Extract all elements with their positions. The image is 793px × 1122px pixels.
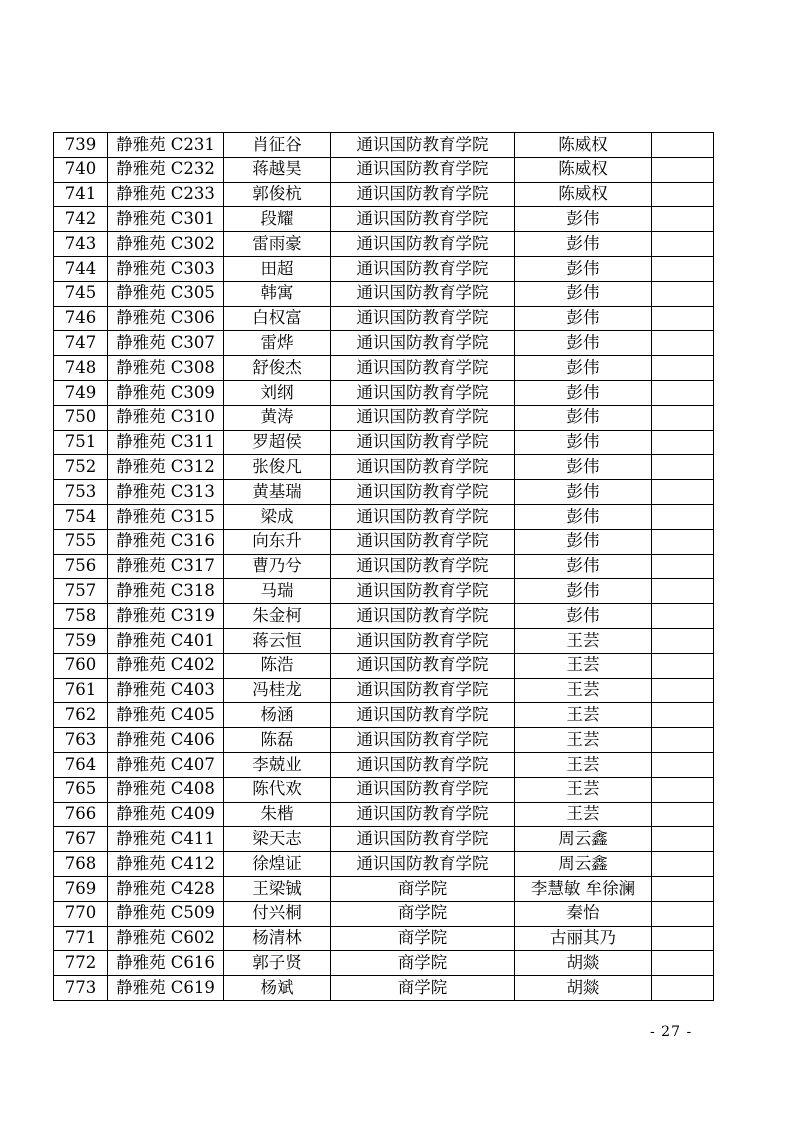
student-name-cell: 陈浩 [224,653,331,678]
college-cell: 通识国防教育学院 [331,777,515,802]
room-cell: 静雅苑 C509 [108,901,224,926]
advisor-cell: 彭伟 [515,579,652,604]
row-number-cell: 770 [54,901,108,926]
row-number-cell: 756 [54,554,108,579]
student-name-cell: 蒋云恒 [224,628,331,653]
row-number-cell: 746 [54,306,108,331]
table-row [54,678,714,703]
student-name-cell: 雷雨豪 [224,232,331,257]
note-cell [652,480,714,505]
note-cell [652,777,714,802]
note-cell [652,604,714,629]
advisor-cell: 彭伟 [515,405,652,430]
note-cell [652,628,714,653]
row-number-cell: 740 [54,157,108,182]
room-cell: 静雅苑 C303 [108,256,224,281]
student-name-cell: 黄基瑞 [224,480,331,505]
note-cell [652,157,714,182]
row-number-cell: 761 [54,678,108,703]
college-cell: 通识国防教育学院 [331,331,515,356]
note-cell [652,703,714,728]
room-cell: 静雅苑 C233 [108,182,224,207]
note-cell [652,405,714,430]
advisor-cell: 彭伟 [515,430,652,455]
room-cell: 静雅苑 C231 [108,133,224,158]
advisor-cell: 彭伟 [515,604,652,629]
room-cell: 静雅苑 C428 [108,876,224,901]
note-cell [652,256,714,281]
row-number-cell: 754 [54,504,108,529]
table-row [54,529,714,554]
row-number-cell: 750 [54,405,108,430]
table-row [54,554,714,579]
note-cell [652,678,714,703]
advisor-cell: 彭伟 [515,331,652,356]
college-cell: 通识国防教育学院 [331,604,515,629]
student-name-cell: 杨斌 [224,976,331,1001]
college-cell: 通识国防教育学院 [331,653,515,678]
row-number-cell: 748 [54,356,108,381]
advisor-cell: 彭伟 [515,380,652,405]
note-cell [652,207,714,232]
advisor-cell: 陈威权 [515,133,652,158]
advisor-cell: 陈威权 [515,182,652,207]
row-number-cell: 751 [54,430,108,455]
note-cell [652,802,714,827]
table-row [54,951,714,976]
row-number-cell: 765 [54,777,108,802]
table-row [54,405,714,430]
room-cell: 静雅苑 C616 [108,951,224,976]
room-cell: 静雅苑 C310 [108,405,224,430]
advisor-cell: 彭伟 [515,281,652,306]
college-cell: 通识国防教育学院 [331,628,515,653]
note-cell [652,133,714,158]
table-row [54,256,714,281]
table-row [54,777,714,802]
note-cell [652,926,714,951]
advisor-cell: 胡燚 [515,976,652,1001]
note-cell [652,356,714,381]
college-cell: 通识国防教育学院 [331,207,515,232]
note-cell [652,728,714,753]
table-row [54,133,714,158]
college-cell: 商学院 [331,951,515,976]
note-cell [652,331,714,356]
room-cell: 静雅苑 C319 [108,604,224,629]
note-cell [652,579,714,604]
room-cell: 静雅苑 C315 [108,504,224,529]
room-cell: 静雅苑 C619 [108,976,224,1001]
student-name-cell: 朱金柯 [224,604,331,629]
advisor-cell: 古丽其乃 [515,926,652,951]
advisor-cell: 彭伟 [515,207,652,232]
room-cell: 静雅苑 C301 [108,207,224,232]
row-number-cell: 762 [54,703,108,728]
advisor-cell: 王芸 [515,678,652,703]
row-number-cell: 757 [54,579,108,604]
note-cell [652,306,714,331]
college-cell: 通识国防教育学院 [331,380,515,405]
note-cell [652,901,714,926]
table-row [54,802,714,827]
roster-table [53,132,714,1001]
room-cell: 静雅苑 C313 [108,480,224,505]
college-cell: 通识国防教育学院 [331,579,515,604]
advisor-cell: 胡燚 [515,951,652,976]
row-number-cell: 743 [54,232,108,257]
row-number-cell: 752 [54,455,108,480]
row-number-cell: 769 [54,876,108,901]
college-cell: 通识国防教育学院 [331,504,515,529]
table-row [54,976,714,1001]
room-cell: 静雅苑 C402 [108,653,224,678]
advisor-cell: 李慧敏 牟徐澜 [515,876,652,901]
room-cell: 静雅苑 C306 [108,306,224,331]
table-row [54,281,714,306]
row-number-cell: 772 [54,951,108,976]
room-cell: 静雅苑 C302 [108,232,224,257]
room-cell: 静雅苑 C232 [108,157,224,182]
advisor-cell: 彭伟 [515,306,652,331]
note-cell [652,976,714,1001]
room-cell: 静雅苑 C401 [108,628,224,653]
row-number-cell: 766 [54,802,108,827]
student-name-cell: 梁成 [224,504,331,529]
row-number-cell: 768 [54,852,108,877]
college-cell: 通识国防教育学院 [331,430,515,455]
advisor-cell: 王芸 [515,628,652,653]
room-cell: 静雅苑 C602 [108,926,224,951]
note-cell [652,380,714,405]
student-name-cell: 肖征谷 [224,133,331,158]
student-name-cell: 向东升 [224,529,331,554]
student-name-cell: 田超 [224,256,331,281]
note-cell [652,430,714,455]
row-number-cell: 764 [54,752,108,777]
college-cell: 通识国防教育学院 [331,182,515,207]
room-cell: 静雅苑 C308 [108,356,224,381]
row-number-cell: 745 [54,281,108,306]
table-row [54,926,714,951]
student-name-cell: 蒋越昊 [224,157,331,182]
table-row [54,653,714,678]
table-row [54,306,714,331]
table-row [54,728,714,753]
college-cell: 通识国防教育学院 [331,703,515,728]
student-name-cell: 段耀 [224,207,331,232]
row-number-cell: 749 [54,380,108,405]
table-row [54,604,714,629]
student-name-cell: 雷烨 [224,331,331,356]
room-cell: 静雅苑 C307 [108,331,224,356]
row-number-cell: 755 [54,529,108,554]
room-cell: 静雅苑 C407 [108,752,224,777]
student-name-cell: 冯桂龙 [224,678,331,703]
student-name-cell: 郭俊杭 [224,182,331,207]
student-name-cell: 王梁铖 [224,876,331,901]
page-number: - 27 - [650,1024,693,1040]
student-name-cell: 徐煌证 [224,852,331,877]
student-name-cell: 李兢业 [224,752,331,777]
college-cell: 商学院 [331,901,515,926]
student-name-cell: 郭子贤 [224,951,331,976]
advisor-cell: 王芸 [515,703,652,728]
college-cell: 商学院 [331,926,515,951]
note-cell [652,876,714,901]
table-row [54,356,714,381]
table-row [54,504,714,529]
table-row [54,455,714,480]
student-name-cell: 朱楷 [224,802,331,827]
college-cell: 通识国防教育学院 [331,480,515,505]
advisor-cell: 王芸 [515,653,652,678]
row-number-cell: 753 [54,480,108,505]
room-cell: 静雅苑 C311 [108,430,224,455]
note-cell [652,827,714,852]
room-cell: 静雅苑 C406 [108,728,224,753]
advisor-cell: 彭伟 [515,455,652,480]
room-cell: 静雅苑 C403 [108,678,224,703]
table-row [54,579,714,604]
advisor-cell: 彭伟 [515,529,652,554]
college-cell: 商学院 [331,876,515,901]
advisor-cell: 周云鑫 [515,827,652,852]
room-cell: 静雅苑 C305 [108,281,224,306]
table-row [54,852,714,877]
row-number-cell: 773 [54,976,108,1001]
note-cell [652,554,714,579]
advisor-cell: 彭伟 [515,256,652,281]
room-cell: 静雅苑 C405 [108,703,224,728]
note-cell [652,182,714,207]
table-row [54,232,714,257]
row-number-cell: 759 [54,628,108,653]
college-cell: 通识国防教育学院 [331,752,515,777]
advisor-cell: 彭伟 [515,554,652,579]
advisor-cell: 陈威权 [515,157,652,182]
row-number-cell: 758 [54,604,108,629]
student-name-cell: 白权富 [224,306,331,331]
room-cell: 静雅苑 C316 [108,529,224,554]
college-cell: 通识国防教育学院 [331,256,515,281]
advisor-cell: 彭伟 [515,232,652,257]
college-cell: 通识国防教育学院 [331,405,515,430]
student-name-cell: 梁天志 [224,827,331,852]
note-cell [652,232,714,257]
student-name-cell: 付兴桐 [224,901,331,926]
student-name-cell: 马瑞 [224,579,331,604]
room-cell: 静雅苑 C312 [108,455,224,480]
room-cell: 静雅苑 C309 [108,380,224,405]
table-row [54,157,714,182]
row-number-cell: 744 [54,256,108,281]
college-cell: 通识国防教育学院 [331,802,515,827]
row-number-cell: 760 [54,653,108,678]
table-row [54,752,714,777]
table-row [54,827,714,852]
room-cell: 静雅苑 C318 [108,579,224,604]
advisor-cell: 王芸 [515,802,652,827]
row-number-cell: 742 [54,207,108,232]
table-row [54,628,714,653]
note-cell [652,529,714,554]
college-cell: 通识国防教育学院 [331,455,515,480]
college-cell: 通识国防教育学院 [331,554,515,579]
table-row [54,480,714,505]
table-row [54,430,714,455]
student-name-cell: 陈代欢 [224,777,331,802]
college-cell: 商学院 [331,976,515,1001]
student-name-cell: 曹乃兮 [224,554,331,579]
note-cell [652,951,714,976]
college-cell: 通识国防教育学院 [331,529,515,554]
college-cell: 通识国防教育学院 [331,232,515,257]
student-name-cell: 张俊凡 [224,455,331,480]
student-name-cell: 黄涛 [224,405,331,430]
row-number-cell: 741 [54,182,108,207]
advisor-cell: 王芸 [515,752,652,777]
note-cell [652,455,714,480]
table-row [54,901,714,926]
row-number-cell: 747 [54,331,108,356]
college-cell: 通识国防教育学院 [331,678,515,703]
note-cell [652,752,714,777]
room-cell: 静雅苑 C411 [108,827,224,852]
college-cell: 通识国防教育学院 [331,827,515,852]
student-name-cell: 陈磊 [224,728,331,753]
advisor-cell: 彭伟 [515,356,652,381]
table-row [54,331,714,356]
table-row [54,876,714,901]
advisor-cell: 秦怡 [515,901,652,926]
advisor-cell: 王芸 [515,728,652,753]
room-cell: 静雅苑 C408 [108,777,224,802]
table-row [54,380,714,405]
row-number-cell: 767 [54,827,108,852]
advisor-cell: 王芸 [515,777,652,802]
student-name-cell: 刘纲 [224,380,331,405]
college-cell: 通识国防教育学院 [331,852,515,877]
row-number-cell: 771 [54,926,108,951]
student-name-cell: 罗超侯 [224,430,331,455]
college-cell: 通识国防教育学院 [331,306,515,331]
advisor-cell: 彭伟 [515,504,652,529]
note-cell [652,281,714,306]
room-cell: 静雅苑 C409 [108,802,224,827]
student-name-cell: 韩寓 [224,281,331,306]
table-row [54,207,714,232]
student-name-cell: 杨清林 [224,926,331,951]
table-row [54,703,714,728]
roster-table-body [54,133,714,1001]
room-cell: 静雅苑 C412 [108,852,224,877]
row-number-cell: 739 [54,133,108,158]
college-cell: 通识国防教育学院 [331,356,515,381]
advisor-cell: 周云鑫 [515,852,652,877]
college-cell: 通识国防教育学院 [331,133,515,158]
table-row [54,182,714,207]
student-name-cell: 舒俊杰 [224,356,331,381]
college-cell: 通识国防教育学院 [331,157,515,182]
college-cell: 通识国防教育学院 [331,281,515,306]
room-cell: 静雅苑 C317 [108,554,224,579]
advisor-cell: 彭伟 [515,480,652,505]
college-cell: 通识国防教育学院 [331,728,515,753]
student-name-cell: 杨涵 [224,703,331,728]
row-number-cell: 763 [54,728,108,753]
note-cell [652,653,714,678]
note-cell [652,504,714,529]
note-cell [652,852,714,877]
